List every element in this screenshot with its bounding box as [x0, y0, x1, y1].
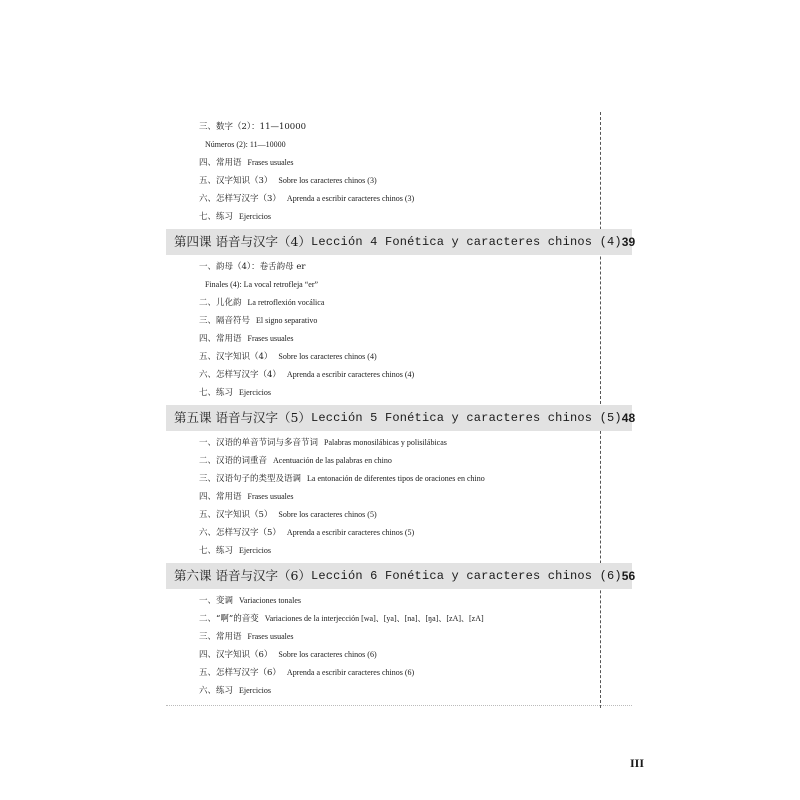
table-of-contents	[166, 118, 636, 700]
lesson-title-chinese: 第五课 语音与汉字（5）	[174, 410, 311, 425]
item-spanish: Sobre los caracteres chinos (6)	[278, 650, 377, 659]
lesson-title-spanish: Lección 5 Fonética y caracteres chinos (5)	[310, 411, 622, 425]
toc-item[interactable]	[199, 506, 597, 524]
top-items-group	[166, 118, 632, 226]
item-chinese: 三、数字（2）：11—10000	[199, 122, 307, 132]
toc-item[interactable]	[199, 524, 597, 542]
item-chinese: 三、隔音符号	[199, 316, 251, 326]
item-chinese: 四、常用语	[199, 334, 242, 344]
toc-item[interactable]	[199, 330, 597, 348]
item-chinese: 三、常用语	[199, 632, 242, 642]
toc-item[interactable]	[199, 470, 597, 488]
lesson-page-number: 48	[621, 411, 636, 425]
item-spanish: Frases usuales	[247, 632, 294, 641]
item-spanish: Ejercicios	[239, 686, 271, 695]
item-spanish: Ejercicios	[239, 546, 271, 555]
item-chinese: 四、常用语	[199, 158, 242, 168]
toc-item[interactable]	[199, 434, 597, 452]
lesson-items-5	[166, 434, 632, 560]
item-chinese: 六、练习	[199, 686, 234, 696]
item-chinese: 一、汉语的单音节词与多音节词	[199, 438, 319, 448]
item-spanish: Sobre los caracteres chinos (4)	[278, 352, 377, 361]
lesson-items-6	[166, 592, 632, 700]
bottom-dotted-rule	[166, 705, 632, 706]
toc-item[interactable]	[199, 294, 597, 312]
item-chinese: 七、练习	[199, 212, 234, 222]
lesson-page-number: 39	[621, 235, 636, 249]
item-chinese: 五、汉字知识（5）	[199, 510, 273, 520]
toc-item[interactable]	[199, 488, 597, 506]
toc-item[interactable]	[199, 682, 597, 700]
item-chinese: 六、怎样写汉字（3）	[199, 194, 281, 204]
toc-item[interactable]	[199, 592, 597, 610]
toc-item[interactable]	[199, 664, 597, 682]
item-spanish: Finales (4): La vocal retrofleja “er”	[205, 280, 319, 289]
item-chinese: 六、怎样写汉字（4）	[199, 370, 281, 380]
toc-item[interactable]	[199, 312, 597, 330]
toc-item[interactable]	[199, 172, 597, 190]
item-chinese: 二、儿化韵	[199, 298, 242, 308]
item-chinese: 五、汉字知识（4）	[199, 352, 273, 362]
item-chinese: 一、变调	[199, 596, 234, 606]
item-chinese: 七、练习	[199, 388, 234, 398]
item-spanish: Palabras monosilábicas y polisilábicas	[324, 438, 447, 447]
item-spanish: Variaciones de la interjección [wa]、[ya]、[na]、[ŋa]、[zA]、[zA]	[264, 614, 484, 623]
item-chinese: 一、韵母（4）：卷舌韵母 er	[199, 262, 306, 272]
toc-item[interactable]	[199, 118, 597, 136]
item-chinese: 五、怎样写汉字（6）	[199, 668, 281, 678]
item-spanish: Aprenda a escribir caracteres chinos (4)	[286, 370, 415, 379]
item-chinese: 五、汉字知识（3）	[199, 176, 273, 186]
item-spanish: Números (2): 11—10000	[205, 140, 286, 149]
lesson-page-number: 56	[621, 569, 636, 583]
lesson-title-spanish: Lección 4 Fonética y caracteres chinos (4)	[310, 235, 622, 249]
item-spanish: Sobre los caracteres chinos (3)	[278, 176, 377, 185]
item-spanish: La entonación de diferentes tipos de oraciones en chino	[307, 474, 485, 483]
toc-item[interactable]	[199, 646, 597, 664]
item-chinese: 四、汉字知识（6）	[199, 650, 273, 660]
toc-item[interactable]	[199, 384, 597, 402]
toc-item[interactable]	[199, 136, 597, 154]
item-spanish: Ejercicios	[239, 388, 271, 397]
item-spanish: Frases usuales	[247, 492, 294, 501]
item-chinese: 四、常用语	[199, 492, 242, 502]
item-chinese: 三、汉语句子的类型及语调	[199, 474, 302, 484]
item-spanish: Aprenda a escribir caracteres chinos (3)	[286, 194, 415, 203]
toc-item[interactable]	[199, 348, 597, 366]
lesson-title-chinese: 第六课 语音与汉字（6）	[174, 568, 311, 583]
toc-item[interactable]	[199, 258, 597, 276]
lesson-items-4	[166, 258, 632, 402]
item-spanish: El signo separativo	[256, 316, 318, 325]
item-spanish: Acentuación de las palabras en chino	[273, 456, 392, 465]
item-chinese: 二、汉语的词重音	[199, 456, 268, 466]
lesson-title-chinese: 第四课 语音与汉字（4）	[174, 234, 311, 249]
lesson-title-spanish: Lección 6 Fonética y caracteres chinos (6)	[310, 569, 622, 583]
item-spanish: Aprenda a escribir caracteres chinos (6)	[286, 668, 415, 677]
item-chinese: 二、“啊”的音变	[199, 614, 259, 624]
toc-item[interactable]	[199, 628, 597, 646]
item-spanish: Frases usuales	[247, 334, 294, 343]
item-spanish: Variaciones tonales	[239, 596, 301, 605]
page-folio: III	[630, 756, 645, 770]
lesson-header-5[interactable]	[166, 405, 636, 431]
item-spanish: Aprenda a escribir caracteres chinos (5)	[286, 528, 415, 537]
toc-item[interactable]	[199, 154, 597, 172]
toc-item[interactable]	[199, 610, 597, 628]
toc-item[interactable]	[199, 542, 597, 560]
toc-item[interactable]	[199, 452, 597, 470]
item-chinese: 六、怎样写汉字（5）	[199, 528, 281, 538]
item-spanish: Frases usuales	[247, 158, 294, 167]
toc-item[interactable]	[199, 276, 597, 294]
item-spanish: Sobre los caracteres chinos (5)	[278, 510, 377, 519]
lesson-header-6[interactable]	[166, 563, 636, 589]
item-chinese: 七、练习	[199, 546, 234, 556]
toc-item[interactable]	[199, 208, 597, 226]
lesson-header-4[interactable]	[166, 229, 636, 255]
item-spanish: Ejercicios	[239, 212, 271, 221]
item-spanish: La retroflexión vocálica	[247, 298, 325, 307]
toc-item[interactable]	[199, 190, 597, 208]
toc-item[interactable]	[199, 366, 597, 384]
